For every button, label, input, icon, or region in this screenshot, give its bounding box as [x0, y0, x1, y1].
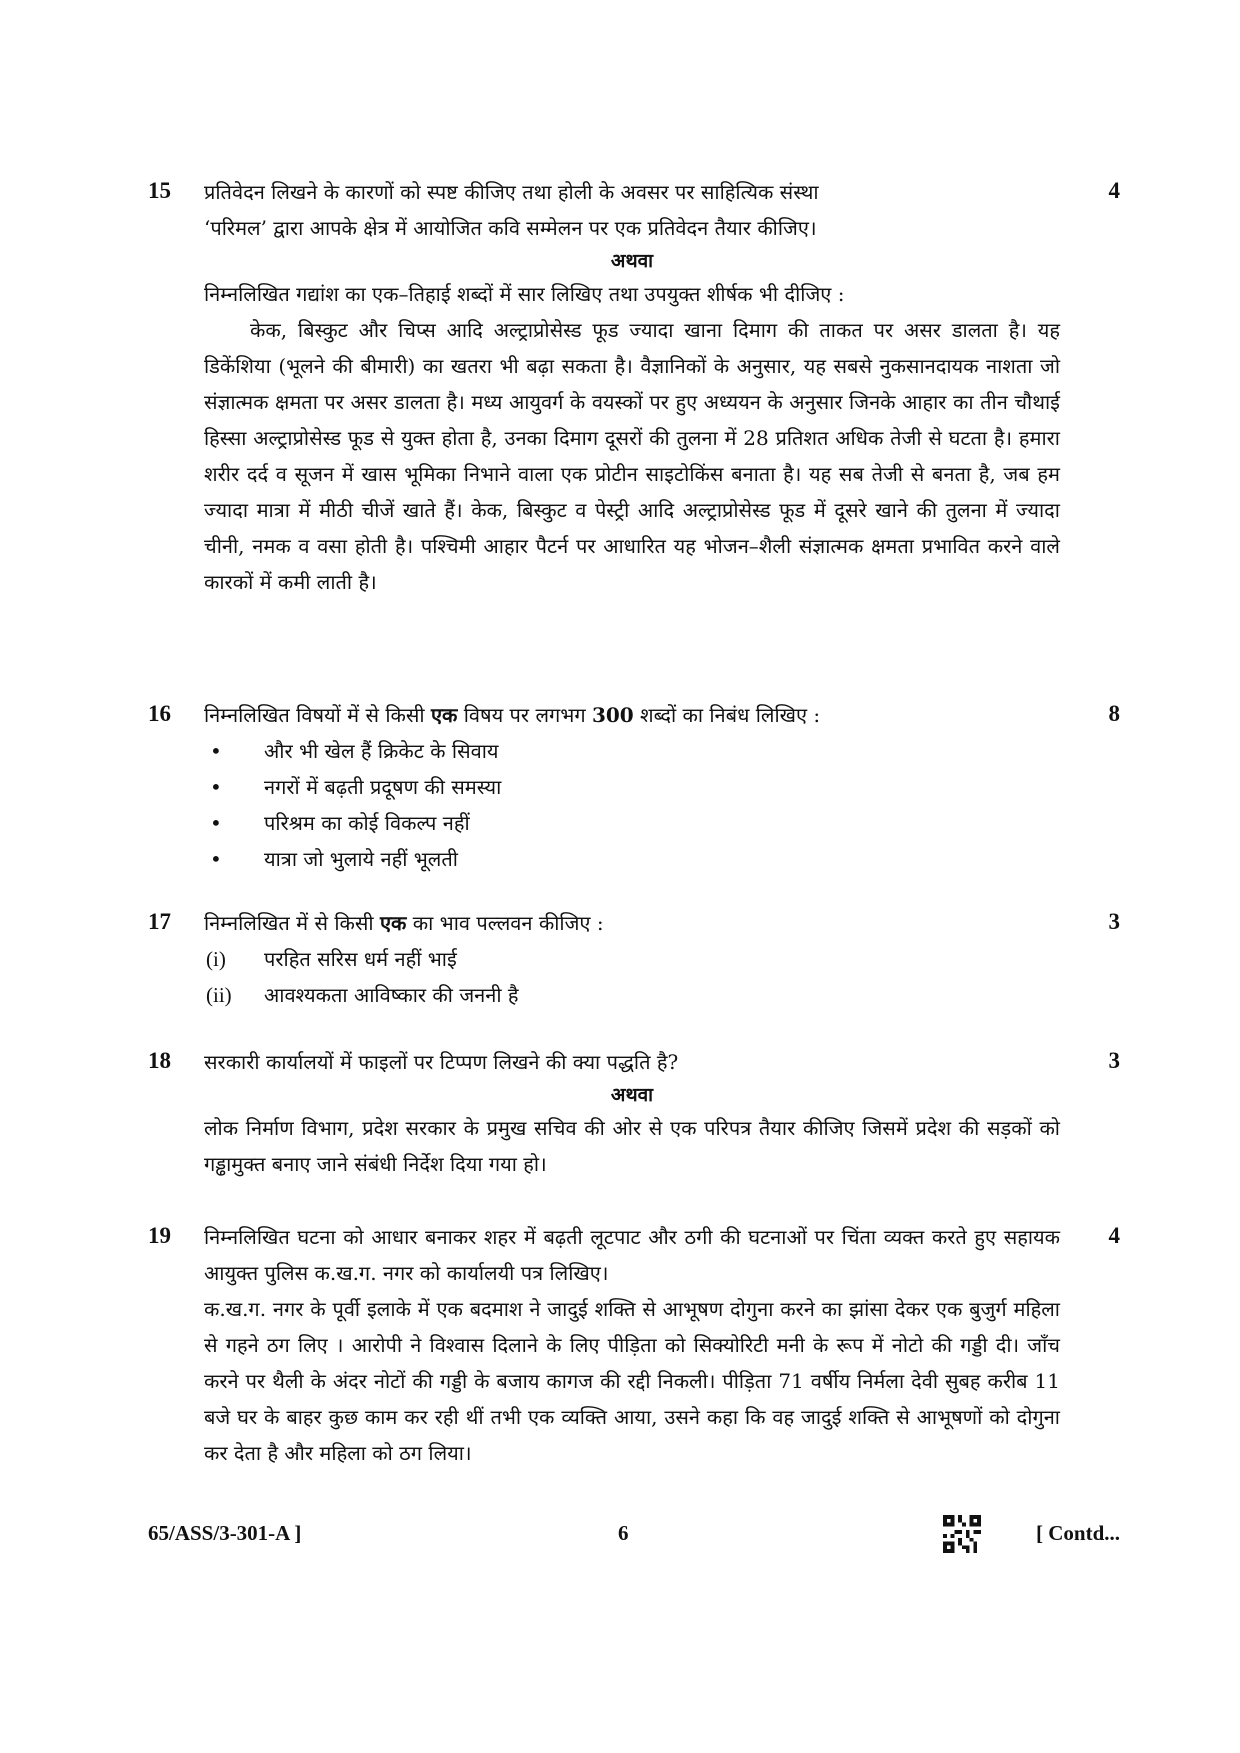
list-item: (ii) आवश्यकता आविष्कार की जननी है — [206, 983, 519, 1007]
paper-code: 65/ASS/3-301-A ] — [148, 1521, 302, 1545]
list-item: • यात्रा जो भुलाये नहीं भूलती — [204, 841, 1060, 877]
question-text-line-2: ‘परिमल’ द्वारा आपके क्षेत्र में आयोजित कवि सम्मेलन पर एक प्रतिवेदन तैयार कीजिए। — [204, 216, 817, 240]
incident-text: क.ख.ग. नगर के पूर्वी इलाके में एक बदमाश ने जादुई शक्ति से आभूषण दोगुना करने का झांसा देकर एक बुजुर्ग महिला से गहने ठग लिए । आरोपी ने विश्वास दिलाने के लिए पीड़िता को सिक्योरिटी मनी के रूप में नोटो की गड्डी दी। जाँच करने पर थैली के अंदर नोटों की गड्डी के बजाय कागज की रद्दी निकली। पीड़िता 71 वर्षीय निर्मला देवी सुबह करीब 11 बजे घर के बाहर कुछ काम कर रही थीं तभी एक व्यक्ति आया, उसने कहा कि वह जादुई शक्ति से आभूषणों को दोगुना कर देता है और महिला को ठग लिया। — [204, 1297, 1060, 1465]
question-15 — [148, 174, 1120, 600]
list-item: • नगरों में बढ़ती प्रदूषण की समस्या — [204, 769, 1060, 805]
question-19 — [148, 1219, 1120, 1471]
question-17 — [148, 905, 1120, 1013]
question-number: 18 — [148, 1048, 171, 1073]
question-marks: 3 — [1108, 1048, 1120, 1073]
question-number: 17 — [148, 909, 171, 934]
bullet-icon: • — [210, 811, 222, 835]
alternative-question-text: लोक निर्माण विभाग, प्रदेश सरकार के प्रमुख सचिव की ओर से एक परिपत्र तैयार कीजिए जिसमें प्रदेश की सड़कों को गड्ढामुक्त बनाए जाने संबंधी निर्देश दिया गया हो। — [204, 1116, 1060, 1176]
continued-label: [ Contd... — [1035, 1521, 1120, 1545]
question-number: 19 — [148, 1223, 171, 1248]
bullet-icon: • — [210, 847, 222, 871]
qr-code-icon — [943, 1515, 981, 1553]
question-prompt: निम्नलिखित विषयों में से किसी एक विषय पर लगभग 300 शब्दों का निबंध लिखिए : — [204, 703, 821, 727]
question-marks: 3 — [1108, 909, 1120, 934]
list-item: (i) परहित सरिस धर्म नहीं भाई — [206, 947, 457, 971]
passage-instruction: निम्नलिखित गद्यांश का एक–तिहाई शब्दों में सार लिखिए तथा उपयुक्त शीर्षक भी दीजिए : — [204, 282, 845, 306]
question-18 — [148, 1044, 1120, 1182]
question-marks: 8 — [1108, 701, 1120, 726]
list-item: • और भी खेल हैं क्रिकेट के सिवाय — [204, 733, 1060, 769]
question-marks: 4 — [1108, 178, 1120, 203]
question-number: 16 — [148, 701, 171, 726]
essay-topic-list — [204, 733, 1060, 877]
question-prompt: निम्नलिखित में से किसी एक का भाव पल्लवन कीजिए : — [204, 911, 604, 935]
question-text: सरकारी कार्यालयों में फाइलों पर टिप्पण लिखने की क्या पद्धति है? — [204, 1050, 679, 1074]
passage-text: केक, बिस्कुट और चिप्स आदि अल्ट्राप्रोसेस्ड फूड ज्यादा खाना दिमाग की ताकत पर असर डालता है। यह डिकेंशिया (भूलने की बीमारी) का खतरा भी बढ़ा सकता है। वैज्ञानिकों के अनुसार, यह सबसे नुकसानदायक नाशता जो संज्ञात्मक क्षमता पर असर डालता है। मध्य आयुवर्ग के वयस्कों पर हुए अध्ययन के अनुसार जिनके आहार का तीन चौथाई हिस्सा अल्ट्राप्रोसेस्ड फूड से युक्त होता है, उनका दिमाग दूसरों की तुलना में 28 प्रतिशत अधिक तेजी से घटता है। हमारा शरीर दर्द व सूजन में खास भूमिका निभाने वाला एक प्रोटीन साइटोकिंस बनाता है। यह सब तेजी से बनता है, जब हम ज्यादा मात्रा में मीठी चीजें खाते हैं। केक, बिस्कुट व पेस्ट्री आदि अल्ट्राप्रोसेस्ड फूड में दूसरे खाने की तुलना में ज्यादा चीनी, नमक व वसा होती है। पश्चिमी आहार पैटर्न पर आधारित यह भोजन–शैली संज्ञात्मक क्षमता प्रभावित करने वाले कारकों में कमी लाती है। — [204, 318, 1060, 594]
question-number: 15 — [148, 178, 171, 203]
page-number: 6 — [618, 1521, 629, 1545]
question-marks: 4 — [1108, 1223, 1120, 1248]
athva-label: अथवा — [610, 1084, 654, 1106]
page-footer — [148, 1515, 1120, 1555]
bullet-icon: • — [210, 739, 222, 763]
question-16 — [148, 697, 1120, 877]
athva-label: अथवा — [610, 250, 654, 272]
question-text-line-1: प्रतिवेदन लिखने के कारणों को स्पष्ट कीजिए तथा होली के अवसर पर साहित्यिक संस्था — [204, 180, 819, 204]
list-item: • परिश्रम का कोई विकल्प नहीं — [204, 805, 1060, 841]
bullet-icon: • — [210, 775, 222, 799]
question-prompt: निम्नलिखित घटना को आधार बनाकर शहर में बढ़ती लूटपाट और ठगी की घटनाओं पर चिंता व्यक्त करते हुए सहायक आयुक्त पुलिस क.ख.ग. नगर को कार्यालयी पत्र लिखिए। — [204, 1225, 1060, 1285]
